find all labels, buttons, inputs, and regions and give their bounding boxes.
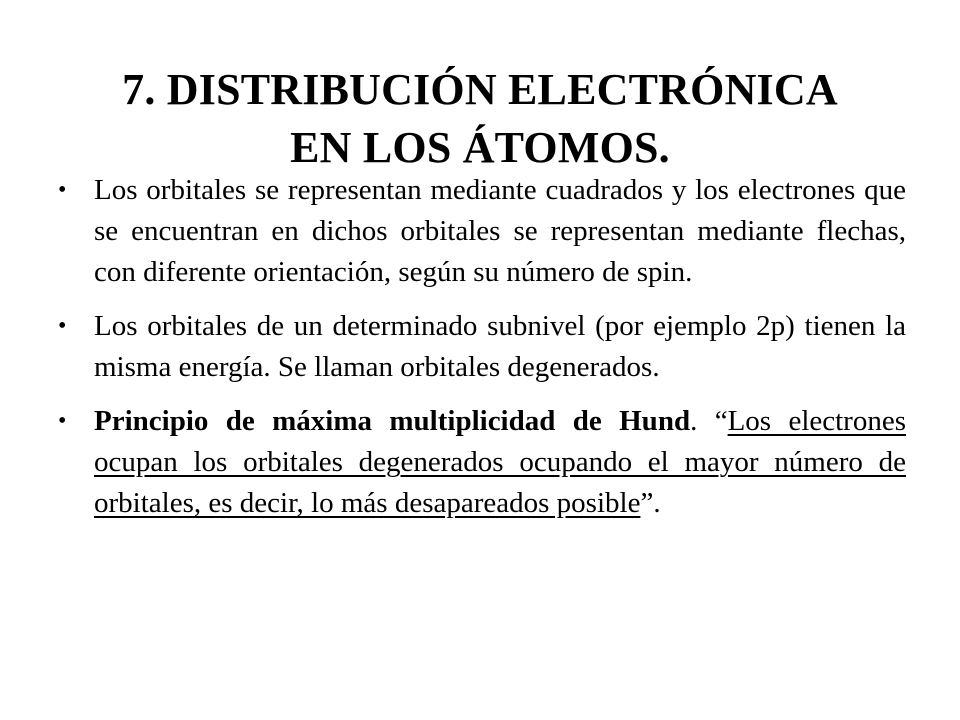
bullet-icon: • — [58, 313, 67, 339]
bullet-item-hund-principle — [58, 401, 906, 524]
quote-open: . “ — [690, 405, 728, 437]
slide-title — [40, 61, 920, 177]
bullet-text: Los orbitales de un determinado subnivel (por ejemplo 2p) tienen la misma energía. Se llaman orbitales degenerados. — [94, 310, 906, 383]
bullet-text: Los orbitales se representan mediante cuadrados y los electrones que se encuentran en dichos orbitales se representan mediante flechas, con diferente orientación, según su número de spin. — [94, 174, 906, 288]
bullet-item-orbitals-representation — [58, 170, 906, 293]
bullet-icon: • — [58, 177, 67, 203]
title-line-1: 7. DISTRIBUCIÓN ELECTRÓNICA — [122, 65, 838, 115]
bullet-item-degenerate-orbitals — [58, 306, 906, 388]
hund-principle-quote: Los electrones ocupan los orbitales degenerados ocupando el mayor número de orbitales, es decir, lo más desapareados posible — [94, 405, 906, 519]
quote-close: ”. — [640, 487, 661, 519]
bullet-list — [58, 170, 906, 524]
title-line-2: EN LOS ÁTOMOS. — [290, 123, 670, 173]
bullet-icon: • — [58, 408, 67, 434]
hund-principle-name: Principio de máxima multiplicidad de Hund — [94, 405, 691, 437]
